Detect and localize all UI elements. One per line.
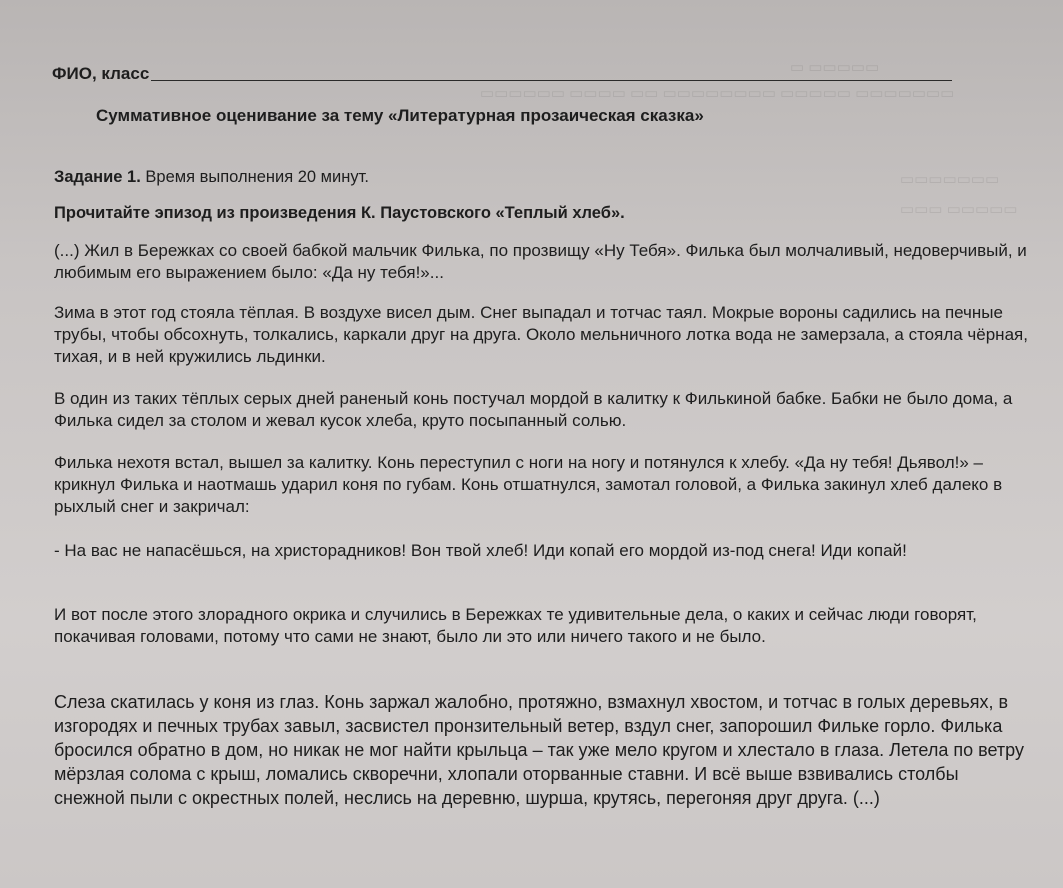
task-time: Время выполнения 20 минут. [145,168,369,186]
bleed-through-text: ▭▭▭▭▭ ▭ [790,59,880,76]
text-paragraph: Слеза скатилась у коня из глаз. Конь заржал жалобно, протяжно, взмахнул хвостом, и тотчас в голых деревьях, в изгородях и печных трубах завыл, засвистел пронзительный ветер, вздул снег, запорошил Фильке горло. Филька бросился обратно в дом, но никак не мог найти крыльца – так уже мело кругом и хлестало в глаза. Летела по ветру мёрзлая солома с крыш, ломались скворечни, хлопали оторванные ставни. И всё выше взвивались столбы снежной пыли с окрестных полей, неслись на деревню, шурша, крутясь, перегоняя друг друга. (...) [54,692,1024,808]
name-class-field [52,56,952,84]
reading-instruction: Прочитайте эпизод из произведения К. Паустовского «Теплый хлеб». [54,204,625,222]
fio-blank-line [151,80,952,81]
text-paragraph: (...) Жил в Бережках со своей бабкой мальчик Филька, по прозвищу «Ну Тебя». Филька был молчаливый, недоверчивый, и любимым его выражением было: «Да ну тебя!»... [54,241,1027,282]
text-paragraph: Филька нехотя встал, вышел за калитку. Конь переступил с ноги на ногу и потянулся к хлебу. «Да ну тебя! Дьявол!» – крикнул Филька и наотмашь ударил коня по губам. Конь отшатнулся, замотал головой, а Филька закинул хлеб далеко в рыхлый снег и закричал: [54,453,1003,516]
bleed-through-text: ▭▭▭▭▭▭▭ [900,171,1000,188]
fio-label: ФИО, класс [52,64,150,83]
bleed-through-text: ▭▭▭▭▭ ▭▭▭ [900,201,1018,218]
assessment-title: Суммативное оценивание за тему «Литературная прозаическая сказка» [96,106,704,125]
text-paragraph: И вот после этого злорадного окрика и случились в Бережках те удивительные дела, о каких и сейчас люди говорят, покачивая головами, потому что сами не знают, было ли это или ничего такого и не было. [54,605,977,646]
text-paragraph: - На вас не напасёшься, на христорадников! Вон твой хлеб! Иди копай его мордой из-под снега! Иди копай! [54,541,907,560]
text-paragraph: Зима в этот год стояла тёплая. В воздухе висел дым. Снег выпадал и тотчас таял. Мокрые вороны садились на печные трубы, чтобы обсохнуть, толкались, каркали друг на друга. Около мельничного лотка вода не замерзала, а стояла чёрная, тихая, и в ней кружились льдинки. [54,303,1028,366]
bleed-through-text: ▭▭▭▭▭▭▭ ▭▭▭▭▭ ▭▭▭▭▭▭▭▭ ▭▭ ▭▭▭▭ ▭▭▭▭▭▭ [480,85,955,102]
text-paragraph: В один из таких тёплых серых дней раненый конь постучал мордой в калитку к Филькиной бабке. Бабки не было дома, а Филька сидел за столом и жевал кусок хлеба, круто посыпанный солью. [54,389,1013,430]
task-header [54,168,369,187]
task-label: Задание 1. [54,168,141,186]
